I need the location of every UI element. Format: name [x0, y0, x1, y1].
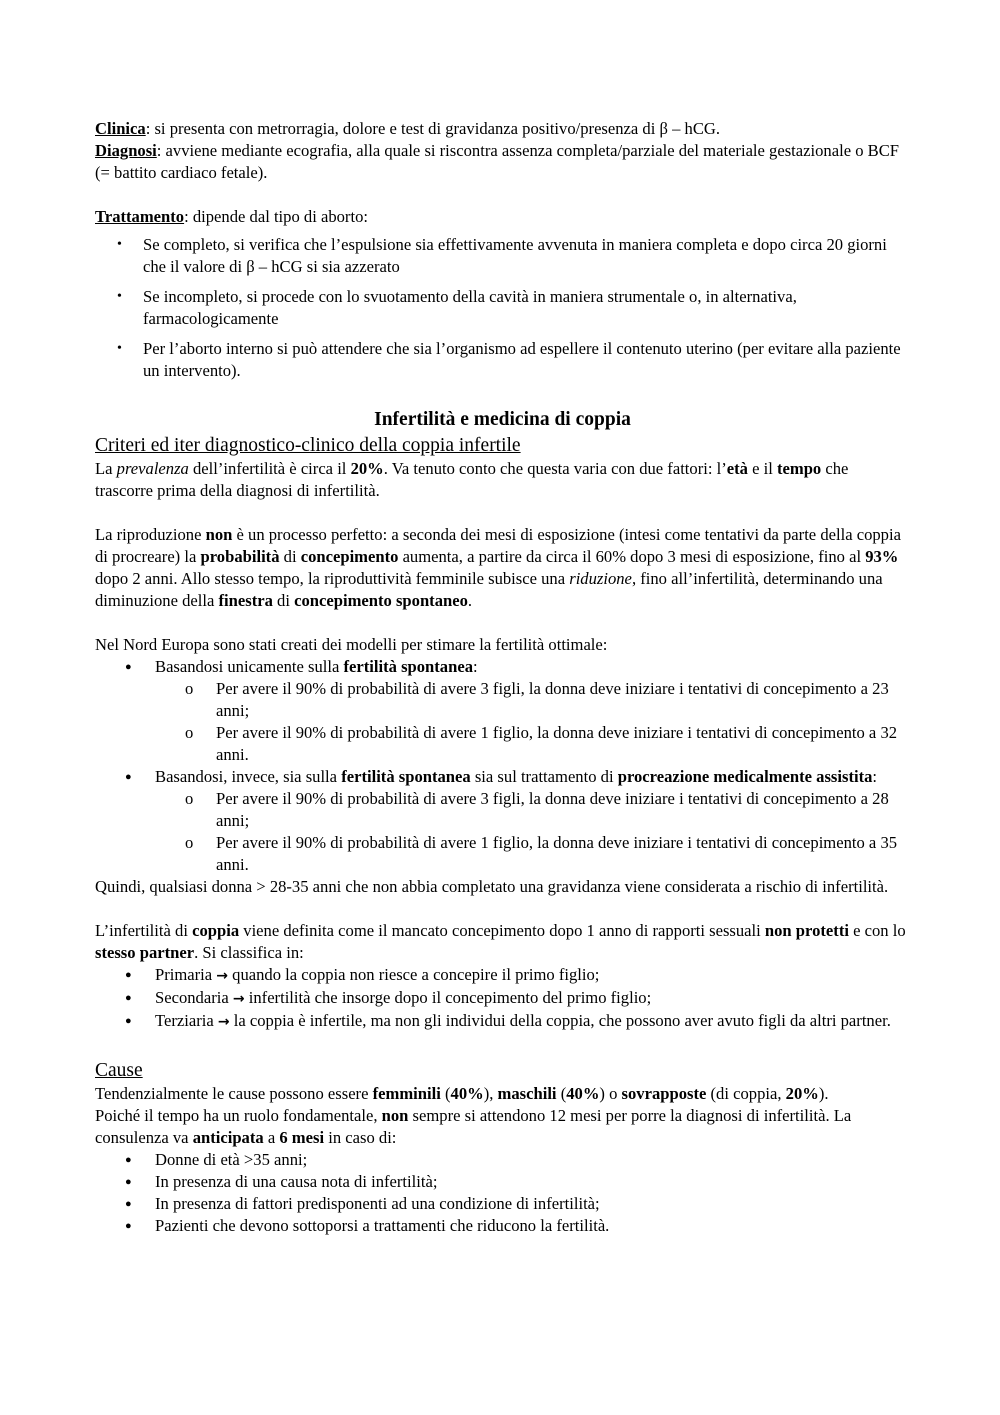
list-item: ● Basandosi, invece, sia sulla fertilità spontanea sia sul trattamento di procreazione medicalmente assistita: o Per avere il 90% di probabilità di avere 3 figli, la donna deve iniziare i tentativi di concepimento a 28 anni; o Per avere il 90% di probabilità di avere 1 figlio, la donna deve iniziare i tentativi di concepimento a 35 anni.	[95, 766, 910, 876]
subsection-title-cause: Cause	[95, 1060, 143, 1081]
trattamento-list	[95, 234, 910, 382]
arrow-right-icon: →	[232, 991, 245, 1007]
consulenza-paragraph: Poiché il tempo ha un ruolo fondamentale, non sempre si attendono 12 mesi per porre la diagnosi di infertilità. La consulenza va anticipata a 6 mesi in caso di:	[95, 1106, 852, 1147]
clinica-text: : si presenta con metrorragia, dolore e test di gravidanza positivo/presenza di β – hCG.	[145, 119, 721, 138]
trattamento-paragraph	[95, 206, 910, 228]
sub-list	[155, 678, 910, 766]
prevalenza-paragraph: La prevalenza dell’infertilità è circa il 20%. Va tenuto conto che questa varia con due fattori: l’età e il tempo che trascorre prima della diagnosi di infertilità.	[95, 459, 849, 500]
clinica-paragraph	[95, 118, 910, 140]
sub-list	[155, 788, 910, 876]
rischio-paragraph: Quindi, qualsiasi donna > 28-35 anni che non abbia completato una gravidanza viene considerata a rischio di infertilità.	[95, 877, 889, 896]
list-item: ● Primaria → quando la coppia non riesce a concepire il primo figlio;	[95, 964, 910, 987]
trattamento-label: Trattamento	[95, 207, 185, 226]
list-item: o Per avere il 90% di probabilità di avere 3 figli, la donna deve iniziare i tentativi di concepimento a 23 anni;	[155, 678, 910, 722]
list-item: ● Pazienti che devono sottoporsi a trattamenti che riducono la fertilità.	[95, 1215, 910, 1237]
coppia-paragraph: L’infertilità di coppia viene definita come il mancato concepimento dopo 1 anno di rapporti sessuali non protetti e con lo stesso partner. Si classifica in:	[95, 921, 906, 962]
arrow-right-icon: →	[217, 1014, 230, 1030]
list-item: • Per l’aborto interno si può attendere che sia l’organismo ad espellere il contenuto uterino (per evitare alla paziente un intervento).	[95, 338, 910, 382]
list-item: ● Secondaria → infertilità che insorge dopo il concepimento del primo figlio;	[95, 987, 910, 1010]
clinica-label: Clinica	[95, 119, 146, 138]
trattamento-text: : dipende dal tipo di aborto:	[184, 207, 368, 226]
models-list	[95, 656, 910, 876]
section-title: Infertilità e medicina di coppia	[374, 409, 631, 430]
list-item: ● In presenza di una causa nota di infertilità;	[95, 1171, 910, 1193]
riproduzione-paragraph: La riproduzione non è un processo perfetto: a seconda dei mesi di esposizione (intesi come tentativi da parte della coppia di procreare) la probabilità di concepimento aumenta, a partire da circa il 60% dopo 3 mesi di esposizione, fino al 93% dopo 2 anni. Allo stesso tempo, la riproduttività femminile subisce una riduzione, fino all’infertilità, determinando una diminuzione della finestra di concepimento spontaneo.	[95, 525, 901, 610]
list-item: o Per avere il 90% di probabilità di avere 1 figlio, la donna deve iniziare i tentativi di concepimento a 35 anni.	[155, 832, 910, 876]
list-item: • Se incompleto, si procede con lo svuotamento della cavità in maniera strumentale o, in alternativa, farmacologicamente	[95, 286, 910, 330]
list-item: o Per avere il 90% di probabilità di avere 3 figli, la donna deve iniziare i tentativi di concepimento a 28 anni;	[155, 788, 910, 832]
diagnosi-paragraph	[95, 140, 910, 184]
list-item: ● Donne di età >35 anni;	[95, 1149, 910, 1171]
nord-europa-paragraph: Nel Nord Europa sono stati creati dei modelli per stimare la fertilità ottimale:	[95, 635, 608, 654]
list-item: o Per avere il 90% di probabilità di avere 1 figlio, la donna deve iniziare i tentativi di concepimento a 32 anni.	[155, 722, 910, 766]
diagnosi-text: : avviene mediante ecografia, alla quale si riscontra assenza completa/parziale del materiale gestazionale o BCF (= battito cardiaco fetale).	[95, 141, 900, 182]
cause-paragraph: Tendenzialmente le cause possono essere femminili (40%), maschili (40%) o sovrapposte (di coppia, 20%).	[95, 1084, 829, 1103]
list-item: • Se completo, si verifica che l’espulsione sia effettivamente avvenuta in maniera completa e dopo circa 20 giorni che il valore di β – hCG si sia azzerato	[95, 234, 910, 278]
list-item: ● Basandosi unicamente sulla fertilità spontanea: o Per avere il 90% di probabilità di avere 3 figli, la donna deve iniziare i tentativi di concepimento a 23 anni; o Per avere il 90% di probabilità di avere 1 figlio, la donna deve iniziare i tentativi di concepimento a 32 anni.	[95, 656, 910, 766]
diagnosi-label: Diagnosi	[95, 141, 157, 160]
list-item: ● Terziaria → la coppia è infertile, ma non gli individui della coppia, che possono aver avuto figli da altri partner.	[95, 1010, 910, 1033]
classification-list	[95, 964, 910, 1033]
arrow-right-icon: →	[216, 968, 229, 984]
subsection-title-criteri: Criteri ed iter diagnostico-clinico della coppia infertile	[95, 435, 521, 456]
cases-list	[95, 1149, 910, 1237]
list-item: ● In presenza di fattori predisponenti ad una condizione di infertilità;	[95, 1193, 910, 1215]
